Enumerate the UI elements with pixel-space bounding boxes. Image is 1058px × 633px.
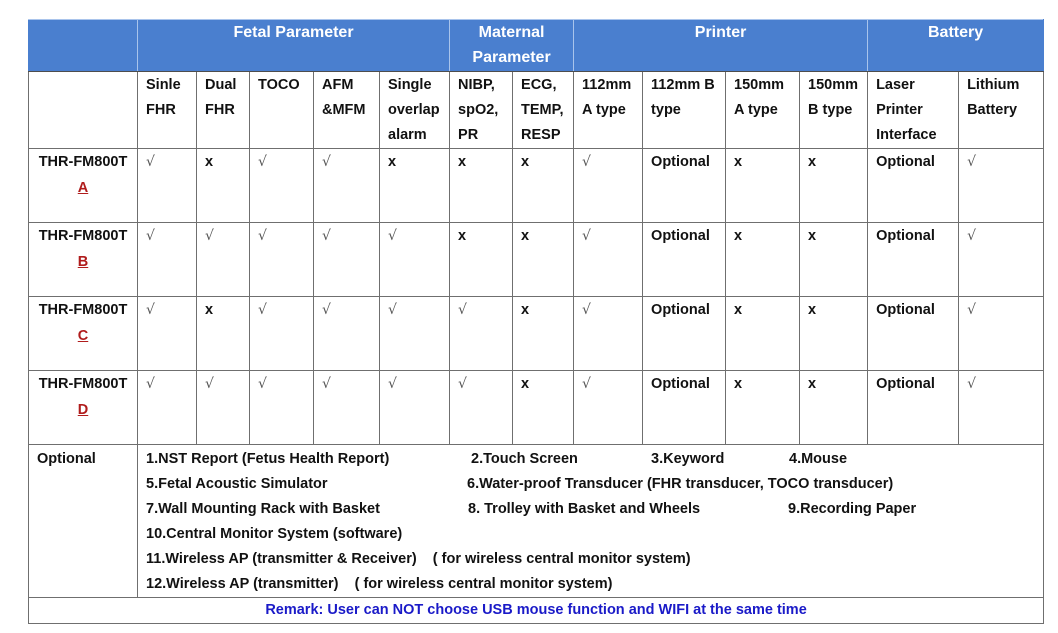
feature-value-cell: [314, 223, 380, 297]
feature-value-cell: [513, 297, 574, 371]
cross-icon: x: [458, 228, 467, 244]
feature-value-cell: [380, 149, 450, 223]
checkmark-icon: √: [322, 302, 331, 318]
feature-value-cell: [868, 297, 959, 371]
cross-icon: x: [808, 228, 817, 244]
optional-label: Optional: [29, 445, 138, 598]
model-name: THR-FM800T: [38, 228, 128, 244]
model-name: THR-FM800T: [38, 154, 128, 170]
feature-value-cell: [868, 223, 959, 297]
col-header-112a: 112mm A type: [574, 72, 643, 149]
feature-value-cell: [800, 297, 868, 371]
model-name: THR-FM800T: [38, 376, 128, 392]
checkmark-icon: √: [146, 376, 155, 392]
cross-icon: x: [458, 154, 467, 170]
col-header-150b: 150mm B type: [800, 72, 868, 149]
cross-icon: x: [734, 376, 743, 392]
checkmark-icon: √: [388, 376, 397, 392]
model-name-cell: [29, 223, 138, 297]
checkmark-icon: √: [258, 376, 267, 392]
optional-item: 3.Keyword: [651, 451, 725, 467]
model-name-cell: [29, 149, 138, 223]
model-name-cell: [29, 371, 138, 445]
feature-value-cell: [250, 149, 314, 223]
feature-value-cell: [574, 297, 643, 371]
optional-item: 2.Touch Screen: [471, 451, 578, 467]
feature-value-cell: [197, 223, 250, 297]
checkmark-icon: √: [388, 228, 397, 244]
feature-value-cell: [138, 149, 197, 223]
feature-value-cell: [197, 149, 250, 223]
feature-value: Optional: [651, 302, 710, 318]
feature-value-cell: [800, 149, 868, 223]
feature-value-cell: [513, 371, 574, 445]
feature-value-cell: [868, 371, 959, 445]
feature-value-cell: [959, 223, 1044, 297]
feature-value-cell: [800, 371, 868, 445]
feature-value-cell: [726, 297, 800, 371]
checkmark-icon: √: [146, 302, 155, 318]
checkmark-icon: √: [388, 302, 397, 318]
checkmark-icon: √: [582, 228, 591, 244]
col-header-afm-mfm: AFM &MFM: [314, 72, 380, 149]
optional-item: 5.Fetal Acoustic Simulator: [146, 476, 328, 492]
model-row: [29, 223, 1044, 297]
feature-value-cell: [380, 223, 450, 297]
feature-value-cell: [314, 371, 380, 445]
col-header-single-fhr: Sinle FHR: [138, 72, 197, 149]
column-header-row: [29, 72, 1044, 149]
col-header-laser-printer: Laser Printer Interface: [868, 72, 959, 149]
optional-item: 6.Water-proof Transducer (FHR transducer, TOCO transducer): [467, 476, 894, 492]
col-header-ecg: ECG, TEMP, RESP: [513, 72, 574, 149]
cross-icon: x: [808, 154, 817, 170]
model-row: [29, 297, 1044, 371]
cross-icon: x: [521, 154, 530, 170]
optional-item: 10.Central Monitor System (software): [146, 526, 403, 542]
group-battery: Battery: [868, 20, 1044, 72]
optional-item: 1.NST Report (Fetus Health Report): [146, 451, 390, 467]
checkmark-icon: √: [582, 376, 591, 392]
checkmark-icon: √: [322, 228, 331, 244]
feature-value-cell: [574, 149, 643, 223]
checkmark-icon: √: [258, 302, 267, 318]
feature-value-cell: [959, 149, 1044, 223]
group-maternal-parameter: Maternal Parameter: [450, 20, 574, 72]
col-header-112b: 112mm B type: [643, 72, 726, 149]
feature-value-cell: [726, 371, 800, 445]
feature-value-cell: [450, 371, 513, 445]
checkmark-icon: √: [146, 228, 155, 244]
feature-value: Optional: [651, 228, 710, 244]
feature-value-cell: [643, 371, 726, 445]
model-variant-link[interactable]: C: [77, 328, 89, 344]
cross-icon: x: [521, 376, 530, 392]
feature-value-cell: [250, 297, 314, 371]
model-variant-link[interactable]: D: [77, 402, 89, 418]
cross-icon: x: [388, 154, 397, 170]
feature-value-cell: [380, 371, 450, 445]
checkmark-icon: √: [967, 376, 976, 392]
checkmark-icon: √: [322, 154, 331, 170]
feature-value-cell: [197, 371, 250, 445]
optional-item: 4.Mouse: [789, 451, 848, 467]
group-printer: Printer: [574, 20, 868, 72]
checkmark-icon: √: [322, 376, 331, 392]
feature-value-cell: [380, 297, 450, 371]
checkmark-icon: √: [967, 302, 976, 318]
checkmark-icon: √: [967, 154, 976, 170]
feature-value-cell: [314, 297, 380, 371]
cross-icon: x: [521, 228, 530, 244]
feature-value-cell: [726, 149, 800, 223]
feature-value: Optional: [876, 302, 935, 318]
cross-icon: x: [808, 376, 817, 392]
optional-row: [29, 445, 1044, 598]
group-header-row: [29, 20, 1044, 72]
empty-corner-cell: [29, 20, 138, 72]
cross-icon: x: [734, 302, 743, 318]
feature-value-cell: [138, 223, 197, 297]
optional-item: 7.Wall Mounting Rack with Basket: [146, 501, 380, 517]
model-row: [29, 149, 1044, 223]
checkmark-icon: √: [582, 154, 591, 170]
col-header-150a: 150mm A type: [726, 72, 800, 149]
feature-value-cell: [450, 223, 513, 297]
feature-value-cell: [574, 223, 643, 297]
col-header-toco: TOCO: [250, 72, 314, 149]
feature-value-cell: [574, 371, 643, 445]
model-variant-link[interactable]: B: [77, 254, 89, 270]
feature-value-cell: [450, 149, 513, 223]
feature-value-cell: [250, 371, 314, 445]
feature-value: Optional: [876, 376, 935, 392]
feature-value-cell: [138, 297, 197, 371]
col-header-lithium-battery: Lithium Battery: [959, 72, 1044, 149]
feature-value-cell: [513, 223, 574, 297]
group-fetal-parameter: Fetal Parameter: [138, 20, 450, 72]
feature-value-cell: [800, 223, 868, 297]
feature-value: Optional: [876, 154, 935, 170]
model-name-cell: [29, 297, 138, 371]
feature-value-cell: [450, 297, 513, 371]
optional-item: 11.Wireless AP (transmitter & Receiver) ( for wireless central monitor system): [146, 551, 691, 567]
feature-value-cell: [197, 297, 250, 371]
feature-value-cell: [959, 297, 1044, 371]
feature-value-cell: [868, 149, 959, 223]
col-header-nibp: NIBP, spO2, PR: [450, 72, 513, 149]
checkmark-icon: √: [258, 228, 267, 244]
checkmark-icon: √: [205, 228, 214, 244]
feature-value-cell: [643, 149, 726, 223]
cross-icon: x: [205, 302, 214, 318]
checkmark-icon: √: [458, 302, 467, 318]
optional-item: 12.Wireless AP (transmitter) ( for wireless central monitor system): [146, 576, 613, 592]
cross-icon: x: [734, 228, 743, 244]
feature-value: Optional: [651, 154, 710, 170]
feature-value-cell: [643, 297, 726, 371]
model-row: [29, 371, 1044, 445]
feature-value-cell: [513, 149, 574, 223]
feature-value-cell: [314, 149, 380, 223]
checkmark-icon: √: [967, 228, 976, 244]
checkmark-icon: √: [582, 302, 591, 318]
feature-value-cell: [643, 223, 726, 297]
empty-label-cell: [29, 72, 138, 149]
spec-comparison-table: [28, 19, 1044, 624]
cross-icon: x: [205, 154, 214, 170]
feature-value-cell: [138, 371, 197, 445]
feature-value: Optional: [876, 228, 935, 244]
model-name: THR-FM800T: [38, 302, 128, 318]
checkmark-icon: √: [258, 154, 267, 170]
optional-item: 8. Trolley with Basket and Wheels: [468, 501, 701, 517]
feature-value-cell: [726, 223, 800, 297]
model-variant-link[interactable]: A: [77, 180, 89, 196]
cross-icon: x: [808, 302, 817, 318]
optional-item: 9.Recording Paper: [788, 501, 917, 517]
cross-icon: x: [521, 302, 530, 318]
checkmark-icon: √: [205, 376, 214, 392]
remark-row: [29, 598, 1044, 624]
feature-value-cell: [250, 223, 314, 297]
remark-text: Remark: User can NOT choose USB mouse function and WIFI at the same time: [29, 598, 1044, 624]
optional-items: [138, 445, 1044, 598]
col-header-dual-fhr: Dual FHR: [197, 72, 250, 149]
checkmark-icon: √: [458, 376, 467, 392]
feature-value-cell: [959, 371, 1044, 445]
cross-icon: x: [734, 154, 743, 170]
feature-value: Optional: [651, 376, 710, 392]
checkmark-icon: √: [146, 154, 155, 170]
col-header-overlap-alarm: Single overlap alarm: [380, 72, 450, 149]
